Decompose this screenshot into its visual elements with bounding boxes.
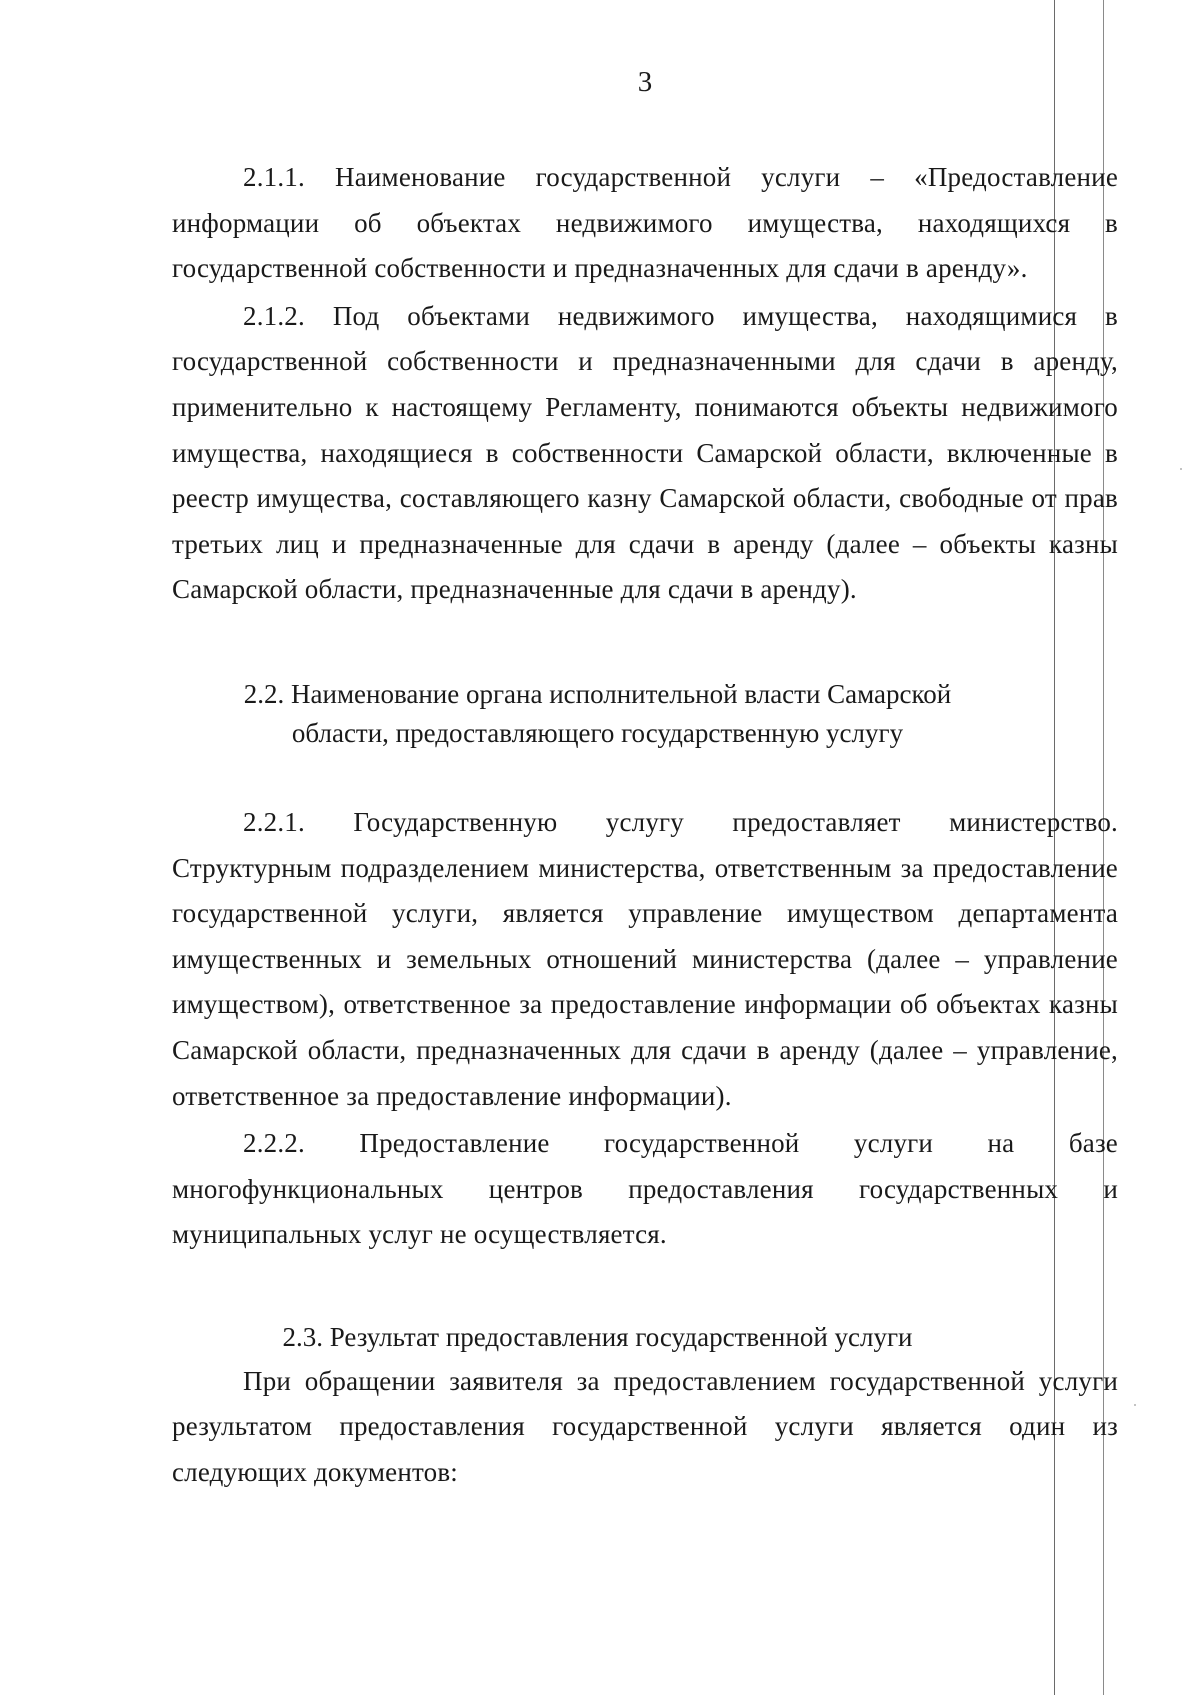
paragraph-2-2-1: 2.2.1. Государственную услугу предоставляет министерство. Структурным подразделением министерства, ответственным за предоставление государственной услуги, является управление имуществом департамента имущественных и земельных отношений министерства (далее – управление имуществом), ответственное за предоставление информации об объектах казны Самарской области, предназначенных для сдачи в аренду (далее – управление, ответственное за предоставление информации).: [172, 806, 1118, 1111]
scan-artifact-speck: [1134, 1404, 1136, 1406]
section-heading-2-3: 2.3. Результат предоставления государственной услуги: [282, 1321, 913, 1352]
scan-artifact-speck: [1180, 468, 1182, 470]
section-heading-line: 2.2. Наименование органа исполнительной власти Самарской: [243, 678, 952, 709]
paragraph-2-2-2: 2.2.2. Предоставление государственной услуги на базе многофункциональных центров предоставления государственных и муниципальных услуг не осуществляется.: [172, 1128, 1118, 1250]
paragraph-2-1-1: 2.1.1. Наименование государственной услуги – «Предоставление информации об объектах недвижимого имущества, находящихся в государственной собственности и предназначенных для сдачи в аренду».: [172, 162, 1118, 284]
section-heading-2-2: [172, 675, 1118, 753]
document-body: [172, 155, 1118, 1496]
section-heading-line: области, предоставляющего государственную услугу: [291, 717, 904, 748]
paragraph-2-1-2: 2.1.2. Под объектами недвижимого имущества, находящимися в государственной собственности и предназначенными для сдачи в аренду, применительно к настоящему Регламенту, понимаются объекты недвижимого имущества, находящиеся в собственности Самарской области, включенные в реестр имущества, составляющего казну Самарской области, свободные от прав третьих лиц и предназначенные для сдачи в аренду (далее – объекты казны Самарской области, предназначенные для сдачи в аренду).: [172, 300, 1118, 605]
page-number: 3: [637, 66, 653, 98]
paragraph-2-3: При обращении заявителя за предоставлением государственной услуги результатом предоставления государственной услуги является один из следующих документов:: [172, 1365, 1118, 1488]
